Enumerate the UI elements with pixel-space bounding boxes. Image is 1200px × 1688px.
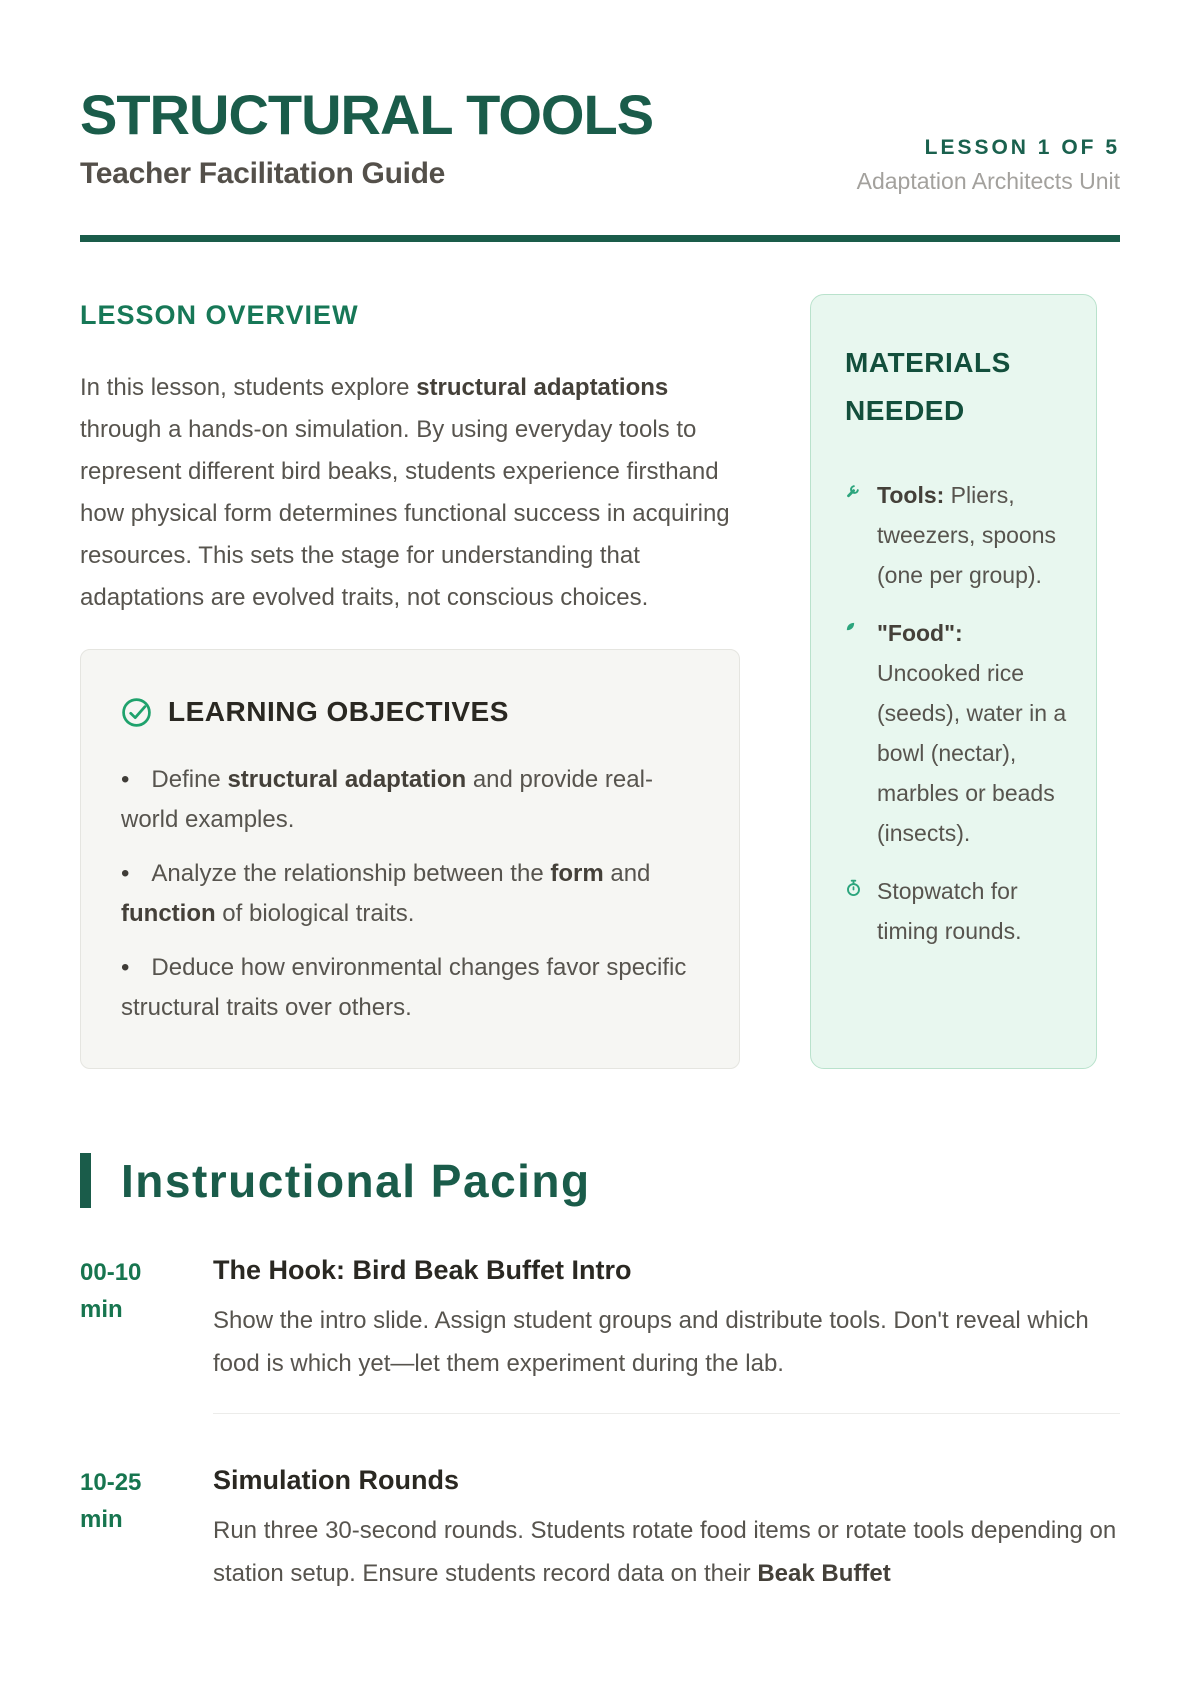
header-divider [80, 235, 1120, 242]
document-header [80, 83, 1120, 194]
pacing-step-title: The Hook: Bird Beak Buffet Intro [213, 1255, 632, 1286]
page-title: STRUCTURAL TOOLS [80, 83, 654, 146]
objective-item: • Deduce how environmental changes favor specific structural traits over others. [121, 948, 689, 1028]
stopwatch-icon [845, 871, 865, 951]
pacing-step [213, 1464, 1120, 1595]
pacing-time [80, 1254, 213, 1385]
overview-paragraph: In this lesson, students explore structural adaptations through a hands-on simulation. By using everyday tools to represent different bird beaks, students experience firsthand how physical form determines functional success in acquiring resources. This sets the stage for understanding that adaptations are evolved traits, not conscious choices. [80, 374, 730, 612]
material-text: Stopwatch for timing rounds. [877, 878, 1022, 945]
document-page [0, 83, 1200, 1595]
objective-item: • Analyze the relationship between the form and function of biological traits. [121, 854, 689, 934]
pacing-heading: Instructional Pacing [121, 1154, 591, 1207]
material-text: Tools: Pliers, tweezers, spoons (one per group). [877, 482, 1056, 589]
time-range: 10-25 [80, 1469, 142, 1497]
lesson-number-label: LESSON 1 OF 5 [924, 136, 1120, 159]
tools-icon [845, 475, 865, 595]
accent-bar [80, 1153, 91, 1208]
objectives-list [121, 760, 689, 1028]
materials-needed-card [810, 294, 1097, 1069]
overview-column [80, 288, 740, 1069]
objectives-header [121, 696, 689, 728]
lesson-meta [857, 136, 1120, 195]
food-icon [845, 613, 865, 853]
learning-objectives-box [80, 649, 740, 1069]
unit-name-label: Adaptation Architects Unit [856, 168, 1120, 194]
time-unit: min [80, 1506, 123, 1534]
material-item [845, 475, 1072, 595]
page-subtitle: Teacher Facilitation Guide [80, 157, 446, 191]
pacing-section-header [80, 1153, 1120, 1208]
overview-heading: LESSON OVERVIEW [80, 300, 359, 331]
material-item [845, 871, 1072, 951]
material-item [845, 613, 1072, 853]
pacing-step [213, 1254, 1120, 1385]
time-unit: min [80, 1296, 123, 1324]
materials-heading: MATERIALS NEEDED [845, 347, 1011, 427]
objectives-heading: LEARNING OBJECTIVES [168, 696, 509, 728]
material-text: "Food": Uncooked rice (seeds), water in a bowl (nectar), marbles or beads (insects). [877, 620, 1067, 847]
pacing-step-description: Show the intro slide. Assign student groups and distribute tools. Don't reveal which food is which yet—let them experiment during the lab. [213, 1307, 1089, 1378]
check-circle-icon [121, 697, 152, 728]
main-columns [80, 288, 1120, 1069]
pacing-row [80, 1254, 1120, 1385]
row-divider [213, 1413, 1120, 1414]
pacing-step-description: Run three 30-second rounds. Students rotate food items or rotate tools depending on station setup. Ensure students record data on their Beak Buffet [213, 1517, 1117, 1588]
pacing-row [80, 1464, 1120, 1595]
pacing-time [80, 1464, 213, 1595]
objective-item: • Define structural adaptation and provide real-world examples. [121, 760, 689, 840]
time-range: 00-10 [80, 1259, 142, 1287]
pacing-step-title: Simulation Rounds [213, 1465, 459, 1496]
